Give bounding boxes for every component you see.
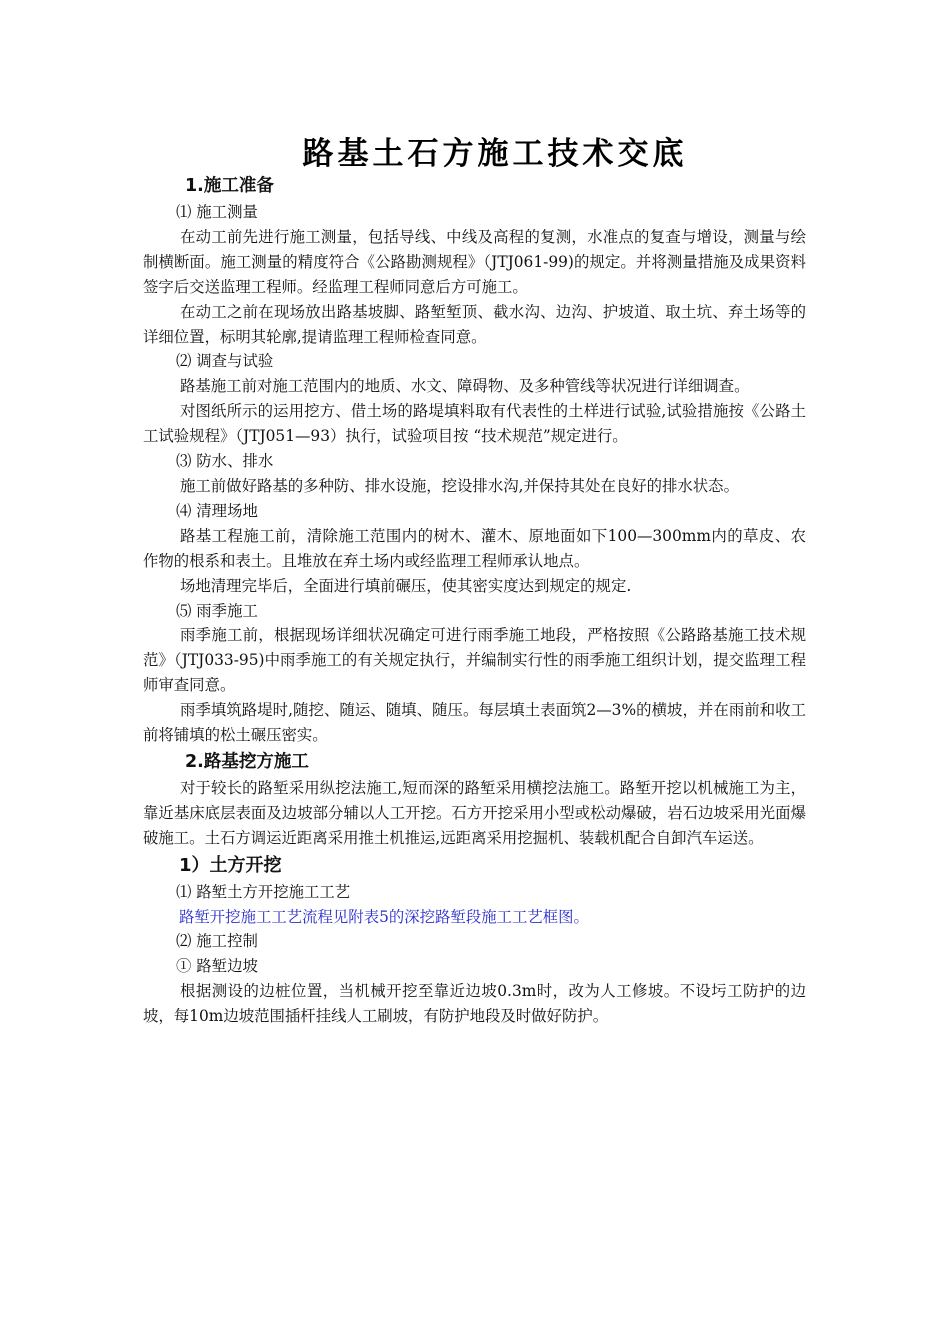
subheading-investigation: ⑵ 调查与试验: [176, 352, 274, 371]
paragraph: 场地清理完毕后，全面进行填前碾压，使其密实度达到规定的规定.: [180, 576, 632, 595]
paragraph: 雨季施工前，根据现场详细状况确定可进行雨季施工地段，严格按照《公路路基施工技术规范》（JTJ033-95)中雨季施工的有关规定执行，并编制实行性的雨季施工组织计划，提交监理工程师审查同意。: [143, 626, 806, 695]
paragraph: 根据测设的边桩位置，当机械开挖至靠近边坡0.3m时，改为人工修坡。不设圬工防护的边坡，每10m边坡范围插杆挂线人工刷坡，有防护地段及时做好防护。: [143, 982, 806, 1026]
subheading-site-clearing: ⑷ 清理场地: [176, 501, 258, 520]
section-heading-2: 2.路基挖方施工: [185, 751, 309, 772]
paragraph: 对图纸所示的运用挖方、借土场的路堤填料取有代表性的土样进行试验,试验措施按《公路土工试验规程》（JTJ051—93）执行，试验项目按 “技术规范”规定进行。: [143, 402, 806, 446]
subheading-rainy-season: ⑸ 雨季施工: [176, 601, 258, 620]
section-heading-earthwork: 1）土方开挖: [179, 854, 282, 876]
paragraph: 施工前做好路基的多种防、排水设施，挖设排水沟,并保持其处在良好的排水状态。: [180, 476, 739, 495]
subheading-survey: ⑴ 施工测量: [176, 203, 258, 221]
cross-reference-link[interactable]: 路堑开挖施工工艺流程见附表5的深挖路堑段施工工艺框图。: [179, 907, 589, 926]
paragraph: 路基工程施工前，清除施工范围内的树木、灌木、原地面如下100—300mm内的草皮、农作物的根系和表土。且堆放在弃土场内或经监理工程师承认地点。: [143, 526, 806, 570]
paragraph: 在动工前先进行施工测量，包括导线、中线及高程的复测，水准点的复查与增设，测量与绘制横断面。施工测量的精度符合《公路勘测规程》（JTJ061-99)的规定。并将测量措施及成果资料签字后交送监理工程师。经监理工程师同意后方可施工。: [143, 227, 806, 296]
paragraph: 路基施工前对施工范围内的地质、水文、障碍物、及多种管线等状况进行详细调查。: [180, 377, 750, 396]
paragraph: 在动工之前在现场放出路基坡脚、路堑堑顶、截水沟、边沟、护坡道、取土坑、弃土场等的详细位置，标明其轮廓,提请监理工程师检查同意。: [143, 302, 806, 346]
document-body: [143, 172, 806, 1029]
document-title: 路基土石方施工技术交底: [302, 136, 688, 172]
subheading-cutting-process: ⑴ 路堑土方开挖施工工艺: [176, 882, 351, 901]
subheading-drainage: ⑶ 防水、排水: [176, 452, 274, 471]
subheading-construction-control: ⑵ 施工控制: [176, 932, 258, 951]
subheading-cut-slope: ① 路堑边坡: [176, 957, 258, 976]
paragraph: 雨季填筑路堤时,随挖、随运、随填、随压。每层填土表面筑2—3%的横坡，并在雨前和收工前将铺填的松土碾压密实。: [143, 701, 806, 745]
section-heading-1: 1.施工准备: [185, 176, 274, 196]
paragraph: 对于较长的路堑采用纵挖法施工,短而深的路堑采用横挖法施工。路堑开挖以机械施工为主，靠近基床底层表面及边坡部分辅以人工开挖。石方开挖采用小型或松动爆破，岩石边坡采用光面爆破施工。土石方调运近距离采用推土机推运,远距离采用挖掘机、装载机配合自卸汽车运送。: [143, 778, 806, 847]
